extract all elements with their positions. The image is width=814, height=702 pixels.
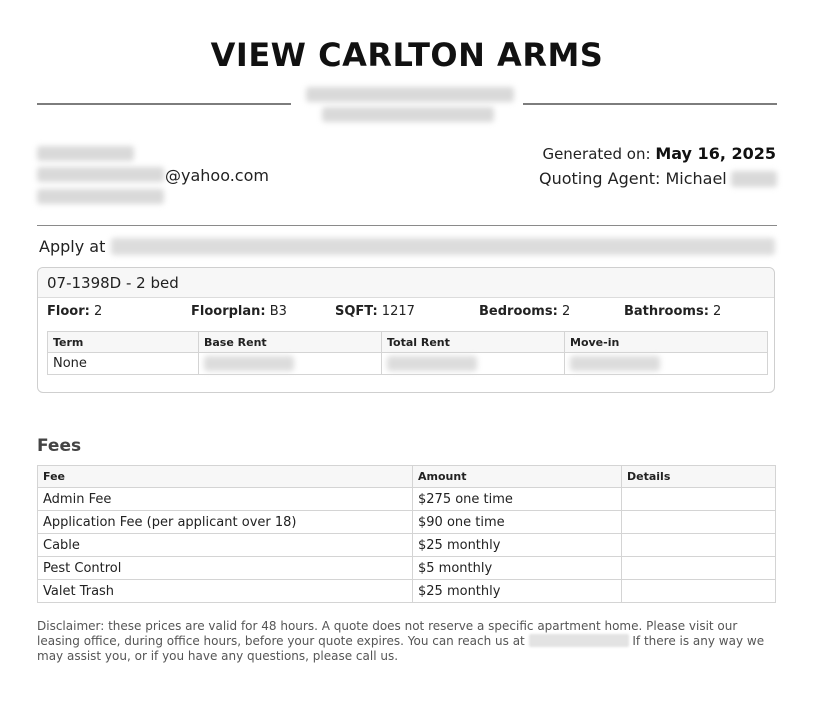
disclaimer [37,619,777,664]
redacted-address-line-2 [322,107,494,122]
unit-pricing-table [47,331,768,375]
quoting-agent [539,169,727,188]
fee-amount: $90 one time [413,511,622,534]
fees-table [37,465,776,603]
fees-heading: Fees [37,436,82,456]
fee-details [622,488,776,511]
unit-name: 07-1398D - 2 bed [38,268,774,298]
generated-label: Generated on: [542,145,651,163]
header-divider-right [523,103,777,105]
table-row [38,557,776,580]
agent-label: Quoting Agent: [539,169,661,188]
stat-bedrooms: Bedrooms: 2 [479,304,571,319]
disclaimer-text-1: Disclaimer: these prices are valid for 48 hours. A quote does not reserve a specific apartment home. Please visit our leasing office, during office hours, before your quote expires. You can reach us at [37,619,738,648]
redacted-customer-name [37,146,134,161]
apply-label: Apply at [39,237,106,256]
fee-amount: $5 monthly [413,557,622,580]
fee-name: Valet Trash [38,580,413,603]
fee-name: Cable [38,534,413,557]
fee-details [622,511,776,534]
fees-table-header [38,466,776,488]
base-rent-value [199,353,382,375]
redacted-agent-surname [731,171,777,187]
section-divider [37,225,777,226]
redacted-phone [529,634,629,647]
unit-table-header [48,332,768,353]
term-value: None [48,353,199,375]
fee-details [622,557,776,580]
fee-amount: $25 monthly [413,534,622,557]
stat-sqft: SQFT: 1217 [335,304,415,319]
col-amount: Amount [413,466,622,488]
fee-name: Admin Fee [38,488,413,511]
fee-details [622,534,776,557]
table-row [48,353,768,375]
col-fee: Fee [38,466,413,488]
stat-bathrooms: Bathrooms: 2 [624,304,722,319]
col-total-rent: Total Rent [382,332,565,353]
generated-date: May 16, 2025 [655,144,776,163]
table-row [38,534,776,557]
table-row [38,511,776,534]
disclaimer-text-2: If there is any way we may assist you, or if you have any questions, please call us. [37,634,765,663]
fee-amount: $275 one time [413,488,622,511]
table-row [38,580,776,603]
stat-floor: Floor: 2 [47,304,103,319]
page-title: VIEW CARLTON ARMS [210,36,604,74]
generated-on [542,144,776,163]
move-in-value [565,353,768,375]
table-row [38,488,776,511]
header-divider-left [37,103,291,105]
col-base-rent: Base Rent [199,332,382,353]
fee-name: Application Fee (per applicant over 18) [38,511,413,534]
redacted-address-line-1 [306,87,514,102]
col-details: Details [622,466,776,488]
unit-card [37,267,775,393]
col-move-in: Move-in [565,332,768,353]
customer-email-domain: @yahoo.com [165,166,269,185]
fee-name: Pest Control [38,557,413,580]
redacted-email-user [37,167,164,182]
col-term: Term [48,332,199,353]
agent-name: Michael [665,169,727,188]
stat-floorplan: Floorplan: B3 [191,304,287,319]
total-rent-value [382,353,565,375]
redacted-apply-link[interactable] [111,238,775,255]
fee-amount: $25 monthly [413,580,622,603]
fee-details [622,580,776,603]
redacted-customer-phone [37,189,164,204]
